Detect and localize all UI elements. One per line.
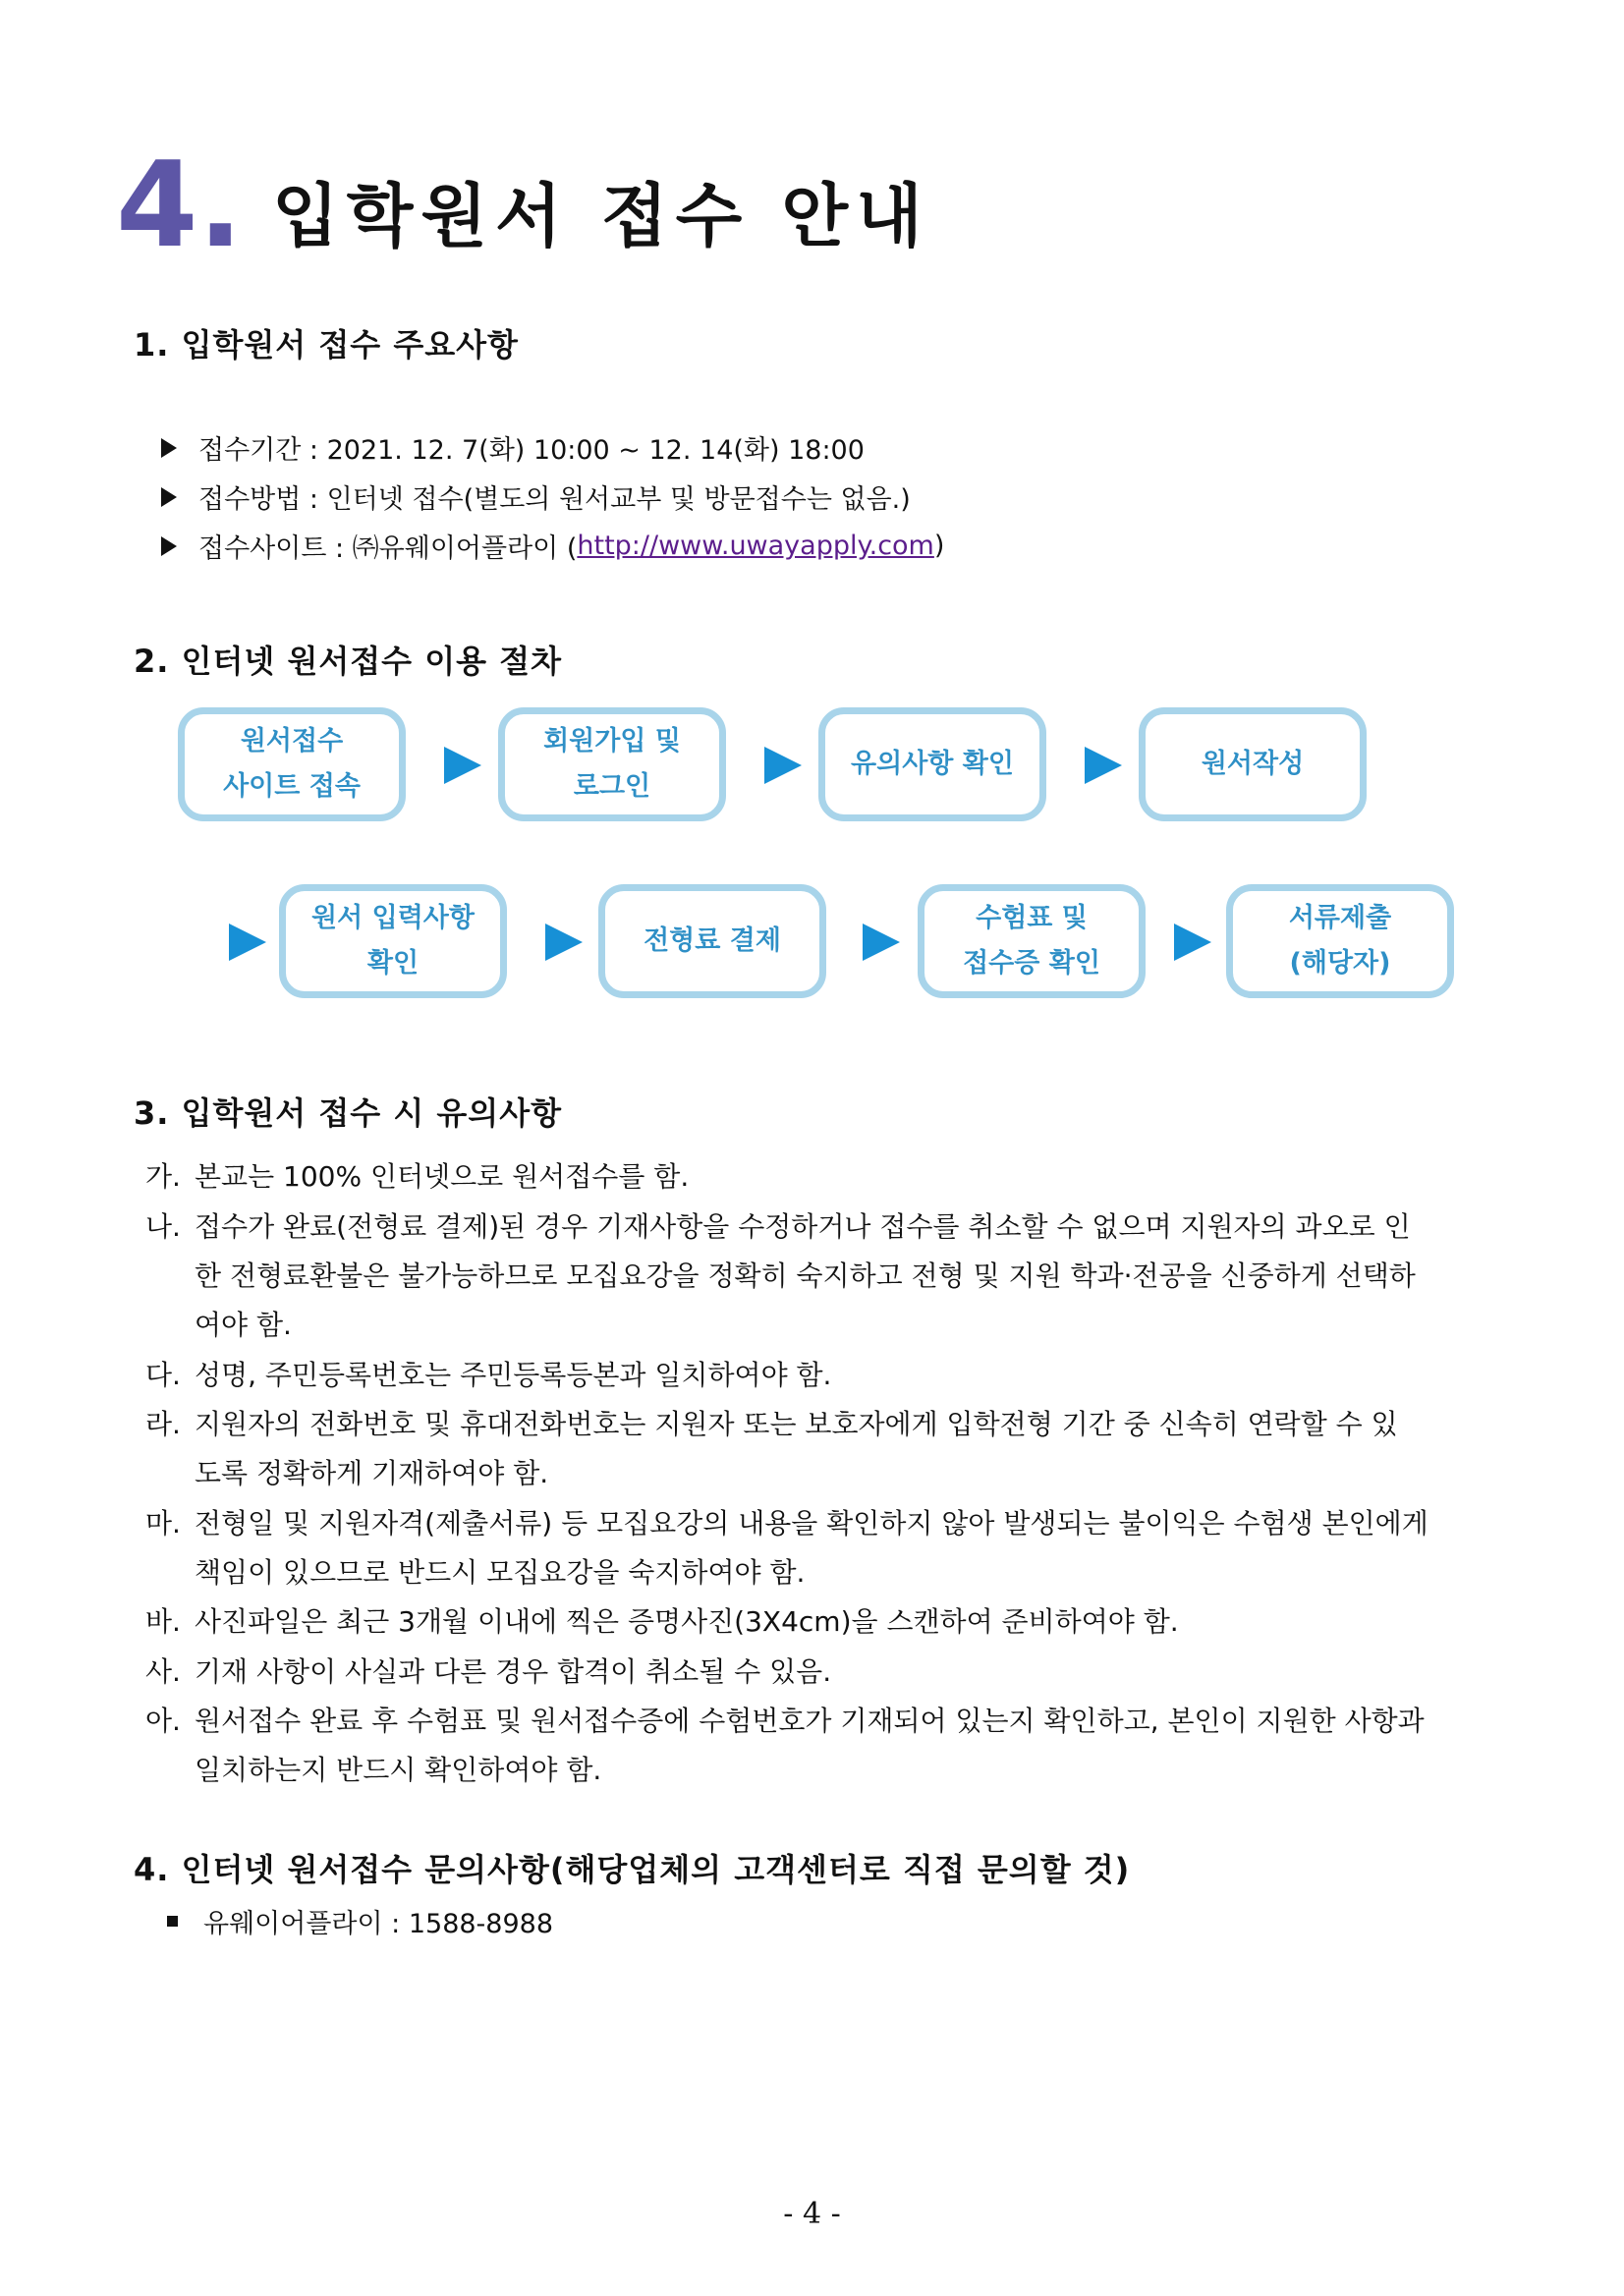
notice-label: 사. bbox=[145, 1655, 181, 1688]
flow-step-line1: 수험표 및 bbox=[976, 903, 1088, 933]
flow-step-check-ticket bbox=[918, 884, 1146, 998]
flow-arrow-icon bbox=[229, 924, 266, 961]
notice-item bbox=[145, 1651, 831, 1690]
notice-text: 접수가 완료(전형료 결제)된 경우 기재사항을 수정하거나 접수를 취소할 수 없으며 지원자의 과오로 인 bbox=[195, 1210, 1411, 1243]
flow-step-line2: 로그인 bbox=[573, 771, 651, 802]
notice-label: 바. bbox=[145, 1605, 181, 1638]
notice-text: 전형일 및 지원자격(제출서류) 등 모집요강의 내용을 확인하지 않아 발생되는 불이익은 수험생 본인에게 bbox=[195, 1507, 1428, 1540]
flow-step-line1: 유의사항 확인 bbox=[851, 749, 1014, 779]
flow-step-line1: 원서작성 bbox=[1201, 749, 1305, 779]
flow-step-signup-login bbox=[498, 707, 726, 821]
notice-label: 라. bbox=[145, 1408, 181, 1440]
info-item-period bbox=[161, 428, 865, 467]
notice-label: 나. bbox=[145, 1210, 181, 1243]
flow-arrow-icon bbox=[1085, 747, 1122, 784]
flow-arrow-icon bbox=[863, 924, 900, 961]
flow-step-line2: (해당자) bbox=[1289, 948, 1391, 979]
flow-step-submit-documents bbox=[1226, 884, 1454, 998]
notice-continuation: 한 전형료환불은 불가능하므로 모집요강을 정확히 숙지하고 전형 및 지원 학과·전공을 신중하게 선택하 bbox=[195, 1260, 1416, 1292]
flow-step-line2: 확인 bbox=[366, 948, 420, 979]
flow-step-line1: 회원가입 및 bbox=[543, 726, 681, 756]
flow-step-line2: 접수증 확인 bbox=[963, 948, 1100, 979]
flow-step-line1: 전형료 결제 bbox=[644, 925, 781, 956]
notice-continuation: 도록 정확하게 기재하여야 함. bbox=[195, 1457, 549, 1489]
flow-arrow-icon bbox=[764, 747, 802, 784]
section-4-title: 4. 인터넷 원서접수 문의사항(해당업체의 고객센터로 직접 문의할 것) bbox=[134, 1851, 1131, 1888]
notice-continuation: 여야 함. bbox=[195, 1309, 292, 1341]
contact-item bbox=[161, 1902, 553, 1940]
flow-step-line2: 사이트 접속 bbox=[223, 771, 361, 802]
flow-step-line1: 원서 입력사항 bbox=[311, 903, 475, 933]
notice-label: 아. bbox=[145, 1705, 181, 1737]
section-1-title: 1. 입학원서 접수 주요사항 bbox=[134, 326, 519, 364]
notice-label: 다. bbox=[145, 1359, 181, 1391]
flow-step-site-access bbox=[178, 707, 406, 821]
site-link[interactable]: http://www.uwayapply.com bbox=[577, 531, 934, 561]
notice-text: 성명, 주민등록번호는 주민등록등본과 일치하여야 함. bbox=[195, 1359, 832, 1391]
flow-step-pay-fee bbox=[598, 884, 826, 998]
triangle-bullet-icon bbox=[161, 438, 177, 458]
flow-step-check-notice bbox=[818, 707, 1046, 821]
notice-item bbox=[145, 1155, 689, 1195]
flow-arrow-icon bbox=[545, 924, 583, 961]
triangle-bullet-icon bbox=[161, 487, 177, 507]
notice-item bbox=[145, 1354, 831, 1393]
notice-item bbox=[145, 1403, 1398, 1442]
triangle-bullet-icon bbox=[161, 536, 177, 556]
section-3-title: 3. 입학원서 접수 시 유의사항 bbox=[134, 1094, 563, 1132]
info-item-method bbox=[161, 477, 911, 516]
flow-step-confirm-input bbox=[279, 884, 507, 998]
site-prefix-text: 접수사이트 : ㈜유웨이어플라이 ( bbox=[198, 533, 578, 564]
notice-item bbox=[145, 1502, 1428, 1541]
square-bullet-icon bbox=[167, 1916, 178, 1927]
info-item-text: 접수기간 : 2021. 12. 7(화) 10:00 ~ 12. 14(화) 18:00 bbox=[198, 435, 865, 466]
notice-continuation: 일치하는지 반드시 확인하여야 함. bbox=[195, 1754, 602, 1786]
notice-text: 원서접수 완료 후 수험표 및 원서접수증에 수험번호가 기재되어 있는지 확인하고, 본인이 지원한 사항과 bbox=[195, 1705, 1425, 1737]
notice-text: 기재 사항이 사실과 다른 경우 합격이 취소될 수 있음. bbox=[195, 1655, 832, 1688]
flow-step-line1: 원서접수 bbox=[240, 726, 344, 756]
notice-text: 사진파일은 최근 3개월 이내에 찍은 증명사진(3X4cm)을 스캔하여 준비하여야 함. bbox=[195, 1605, 1179, 1638]
contact-text: 유웨이어플라이 : 1588-8988 bbox=[203, 1909, 554, 1939]
flow-step-line1: 서류제출 bbox=[1288, 903, 1392, 933]
notice-text: 지원자의 전화번호 및 휴대전화번호는 지원자 또는 보호자에게 입학전형 기간 중 신속히 연락할 수 있 bbox=[195, 1408, 1398, 1440]
notice-item bbox=[145, 1600, 1179, 1640]
chapter-number: 4. bbox=[116, 138, 244, 274]
page-number: - 4 - bbox=[783, 2197, 841, 2231]
notice-text: 본교는 100% 인터넷으로 원서접수를 함. bbox=[195, 1160, 690, 1193]
site-suffix-text: ) bbox=[933, 531, 945, 561]
flow-step-write-application bbox=[1139, 707, 1367, 821]
chapter-heading bbox=[116, 138, 930, 274]
flow-arrow-icon bbox=[444, 747, 481, 784]
notice-continuation: 책임이 있으므로 반드시 모집요강을 숙지하여야 함. bbox=[195, 1556, 806, 1589]
notice-item bbox=[145, 1205, 1411, 1245]
chapter-title: 입학원서 접수 안내 bbox=[272, 176, 930, 256]
notice-label: 마. bbox=[145, 1507, 181, 1540]
notice-item bbox=[145, 1700, 1425, 1739]
notice-label: 가. bbox=[145, 1160, 181, 1193]
section-2-title: 2. 인터넷 원서접수 이용 절차 bbox=[134, 643, 563, 680]
flow-arrow-icon bbox=[1174, 924, 1211, 961]
info-item-site bbox=[161, 527, 944, 565]
info-item-text: 접수방법 : 인터넷 접수(별도의 원서교부 및 방문접수는 없음.) bbox=[198, 484, 911, 515]
